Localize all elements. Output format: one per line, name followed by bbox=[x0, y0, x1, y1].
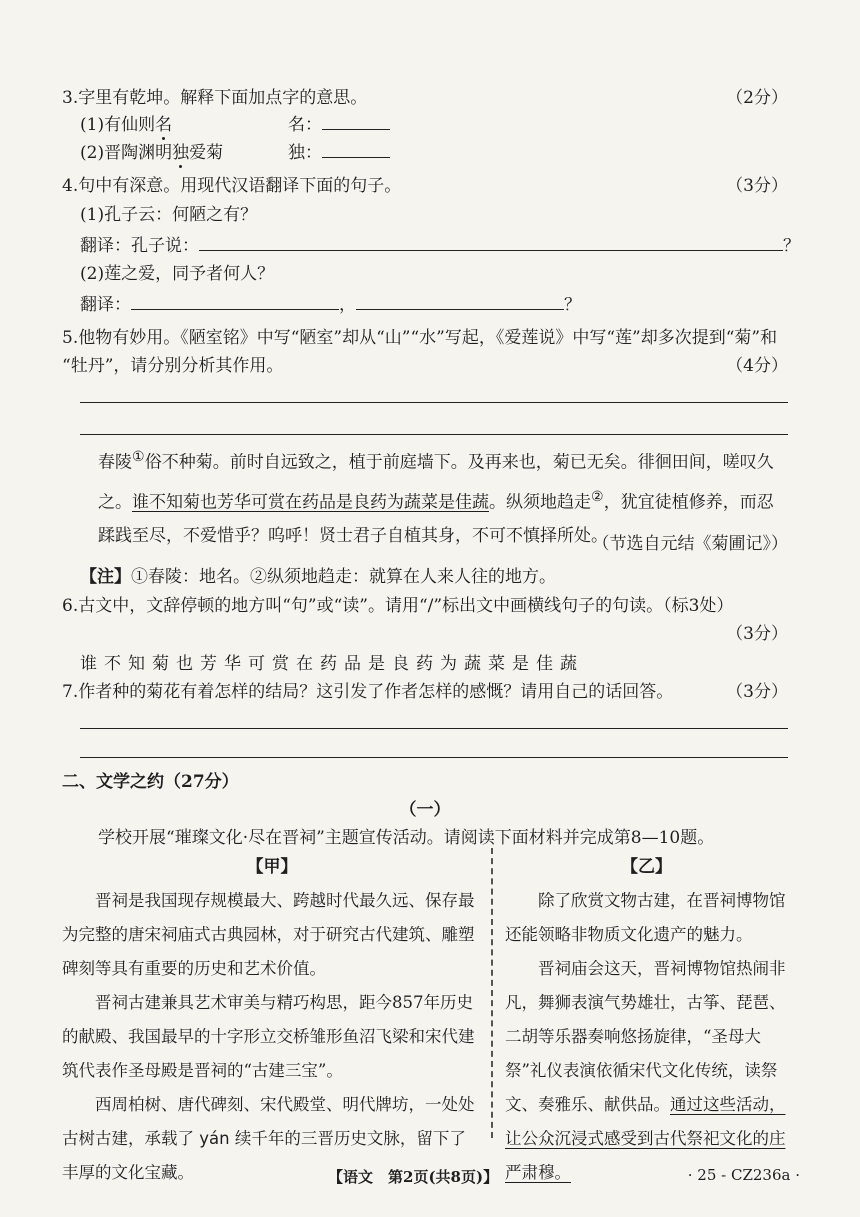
q4-t2-label: 翻译： bbox=[80, 295, 131, 315]
q4-sentence-1: (1)孔子云：何陋之有？ bbox=[80, 205, 258, 225]
q4-t2-qmark: ？ bbox=[564, 295, 581, 315]
q4-blank-2a[interactable] bbox=[131, 293, 339, 310]
q4-sentence-2: (2)莲之爱，同予者何人？ bbox=[80, 264, 275, 284]
q3-item-2-text-a: (2)晋陶渊明 bbox=[80, 143, 173, 163]
material-yi-para-1: 除了欣赏文物古建，在晋祠博物馆还能领略非物质文化遗产的魅力。 bbox=[505, 891, 786, 944]
q3-item-1 bbox=[80, 113, 788, 137]
material-yi-underlined: 通过这些活动，让公众沉浸式感受到古代祭祀文化的庄严肃穆。 bbox=[505, 1095, 786, 1182]
passage-source: （节选自元结《菊圃记》） bbox=[592, 534, 788, 554]
passage-part-c: ，犹宜徒植修养，而忍蹂践至尽，不爱惜乎？呜呼！贤士君子自植其身，不可不慎择所处。 bbox=[98, 492, 774, 547]
q3-dotted-char-1: 名 bbox=[155, 115, 173, 135]
q4-blank-2b[interactable] bbox=[356, 293, 564, 310]
q3-dotted-char-2: 独 bbox=[172, 143, 190, 163]
q5-line-2: “牡丹”，请分别分析其作用。 bbox=[62, 356, 284, 376]
passage-note bbox=[80, 565, 788, 589]
q5-line-1: 5.他物有妙用。《陋室铭》中写“陋室”却从“山”“水”写起，《爱莲说》中写“莲”却多次提到“菊”和 bbox=[62, 328, 778, 348]
q5-score: （4分） bbox=[726, 356, 788, 376]
q6-score: （3分） bbox=[726, 624, 788, 644]
passage-start: 春陵 bbox=[98, 452, 132, 473]
material-yi-para-2a: 晋祠庙会这天，晋祠博物馆热闹非凡，舞狮表演气势雄壮，古筝、琵琶、二胡等乐器奏响悠扬旋律，“圣母大祭”礼仪表演依循宋代文化传统，读祭文、奏雅乐、献供品。 bbox=[505, 959, 786, 1114]
q5-answer-line-2[interactable] bbox=[80, 434, 788, 435]
material-jia-para-2: 晋祠古建兼具艺术审美与精巧构思，距今857年历史的献殿、我国最早的十字形立交桥雏形鱼沼飞梁和宋代建筑代表作圣母殿是晋祠的“古建三宝”。 bbox=[62, 993, 475, 1080]
passage-underlined-sentence: 谁不知菊也芳华可赏在药品是良药为蔬菜是佳蔬 bbox=[132, 492, 489, 513]
q3-item-2-answer[interactable] bbox=[288, 141, 390, 165]
q4-t2-comma: ， bbox=[339, 295, 356, 315]
passage-part-a: 俗不种菊。前时自远致之，植于前庭墙下。及再来也，菊已无矣。徘徊田间，嗟叹久之。 bbox=[98, 452, 774, 513]
note-marker-1: ① bbox=[132, 449, 145, 465]
material-jia-para-1: 晋祠是我国现存规模最大、跨越时代最久远、保存最为完整的唐宋祠庙式古典园林，对于研究古代建筑、雕塑碑刻等具有重要的历史和艺术价值。 bbox=[62, 891, 475, 978]
q6-stem: 6.古文中，文辞停顿的地方叫“句”或“读”。请用“/”标出文中画横线句子的句读。（标3处） bbox=[62, 596, 734, 616]
material-yi-para-2 bbox=[505, 952, 788, 1190]
material-jia-para-3b: 续千年的三晋历史文脉，留下了丰厚的文化宝藏。 bbox=[62, 1129, 466, 1182]
q3-blank-2[interactable] bbox=[322, 141, 390, 158]
q3-score: （2分） bbox=[726, 88, 788, 108]
q3-label-2: 独： bbox=[288, 143, 322, 163]
q3-item-2-text-b: 爱菊 bbox=[189, 143, 224, 163]
note-marker-2: ② bbox=[591, 488, 604, 505]
material-jia-heading: 【甲】 bbox=[246, 857, 298, 877]
q3-item-2 bbox=[80, 141, 788, 165]
material-jia bbox=[62, 850, 482, 1190]
q3-label-1: 名： bbox=[288, 115, 322, 135]
footer-page-info: 【语文 第2页(共8页)】 bbox=[328, 1168, 499, 1186]
section-2-title: 二、文学之约（27分） bbox=[62, 772, 239, 792]
q4-stem: 4.句中有深意。用现代汉语翻译下面的句子。 bbox=[62, 176, 402, 196]
q7-answer-line-2[interactable] bbox=[80, 757, 788, 758]
q7-answer-line-1[interactable] bbox=[80, 728, 788, 729]
q3-item-1-text: (1)有仙则 bbox=[80, 115, 156, 135]
q3-blank-1[interactable] bbox=[322, 113, 390, 130]
q5-line-2-row bbox=[62, 354, 788, 378]
material-yi-heading: 【乙】 bbox=[621, 857, 672, 877]
q7-stem-row bbox=[62, 680, 788, 704]
q4-translation-1 bbox=[80, 234, 800, 258]
q7-score: （3分） bbox=[726, 682, 788, 702]
q6-sentence: 谁不知菊也芳华可赏在药品是良药为蔬菜是佳蔬 bbox=[80, 654, 584, 674]
material-jia-para-3a: 西周柏树、唐代碑刻、宋代殿堂、明代牌坊，一处处古树古建，承载了 bbox=[62, 1095, 475, 1148]
q4-t1-label: 翻译：孔子说： bbox=[80, 236, 199, 256]
q3-item-1-answer[interactable] bbox=[288, 113, 390, 137]
passage-part-b: 。纵须地趋走 bbox=[489, 492, 591, 513]
q5-answer-line-1[interactable] bbox=[80, 402, 788, 403]
column-divider bbox=[491, 848, 493, 1138]
q3-stem-row bbox=[62, 86, 788, 110]
material-yi bbox=[505, 850, 788, 1190]
q4-score: （3分） bbox=[726, 176, 788, 196]
section-2-intro: 学校开展“璀璨文化·尽在晋祠”主题宣传活动。请阅读下面材料并完成第8—10题。 bbox=[98, 828, 715, 848]
q4-stem-row bbox=[62, 174, 788, 198]
note-text: ①春陵：地名。②纵须地趋走：就算在人来人往的地方。 bbox=[131, 567, 556, 587]
q4-t1-qmark: ？ bbox=[783, 236, 800, 256]
q3-stem: 3.字里有乾坤。解释下面加点字的意思。 bbox=[62, 88, 368, 108]
footer-code: · 25 - CZ236a · bbox=[687, 1166, 800, 1184]
section-2-subtitle: （一） bbox=[399, 800, 451, 820]
q7-stem: 7.作者种的菊花有着怎样的结局？这引发了作者怎样的感慨？请用自己的话回答。 bbox=[62, 682, 674, 702]
q4-blank-1[interactable] bbox=[199, 234, 783, 251]
note-label: 【注】 bbox=[80, 567, 131, 587]
q4-translation-2 bbox=[80, 293, 788, 317]
pinyin-yan: yán bbox=[199, 1129, 230, 1148]
